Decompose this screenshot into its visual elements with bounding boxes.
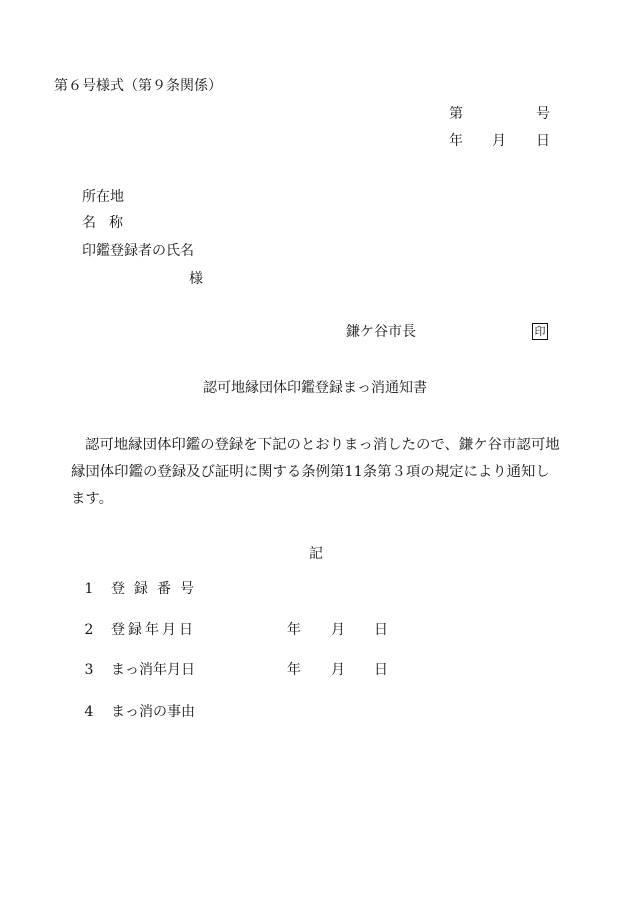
cancellation-date-year: 年 xyxy=(287,662,301,678)
cancellation-date-month: 月 xyxy=(331,662,345,678)
cancellation-date-day: 日 xyxy=(374,662,388,678)
item-number: 2 xyxy=(84,622,94,638)
issue-date-month: 月 xyxy=(492,133,506,149)
item-number: 4 xyxy=(84,704,94,720)
issue-date-day: 日 xyxy=(536,133,550,149)
item-label-cancellation-date: まっ消年月日 xyxy=(111,662,195,678)
registration-date-month: 月 xyxy=(331,622,345,638)
item-label-cancellation-reason: まっ消の事由 xyxy=(111,704,195,720)
document-number-suffix: 号 xyxy=(536,106,550,122)
honorific: 様 xyxy=(189,271,203,287)
item-label-registration-number: 登録番号 xyxy=(111,581,203,597)
document-heading: 認可地縁団体印鑑登録まっ消通知書 xyxy=(203,380,427,396)
item-label-registration-date: 登録年月日 xyxy=(111,622,196,638)
name-label: 名称 xyxy=(82,215,136,231)
registration-date-year: 年 xyxy=(287,622,301,638)
document-number-prefix: 第 xyxy=(449,106,463,122)
form-title: 第６号様式（第９条関係） xyxy=(54,78,222,94)
issuer-mayor: 鎌ケ谷市長 xyxy=(346,324,416,340)
registration-date-day: 日 xyxy=(374,622,388,638)
registrant-name-label: 印鑑登録者の氏名 xyxy=(82,243,194,259)
item-number: 1 xyxy=(84,581,94,597)
body-paragraph: 認可地縁団体印鑑の登録を下記のとおりまっ消したので、鎌ケ谷市認可地縁団体印鑑の登録及び証明に関する条例第11条第３項の規定により通知します。 xyxy=(71,437,560,507)
item-number: 3 xyxy=(84,662,94,678)
ki-marker: 記 xyxy=(309,546,323,562)
issue-date-year: 年 xyxy=(449,133,463,149)
address-label: 所在地 xyxy=(82,189,124,205)
seal-stamp-icon: 印 xyxy=(532,323,548,340)
